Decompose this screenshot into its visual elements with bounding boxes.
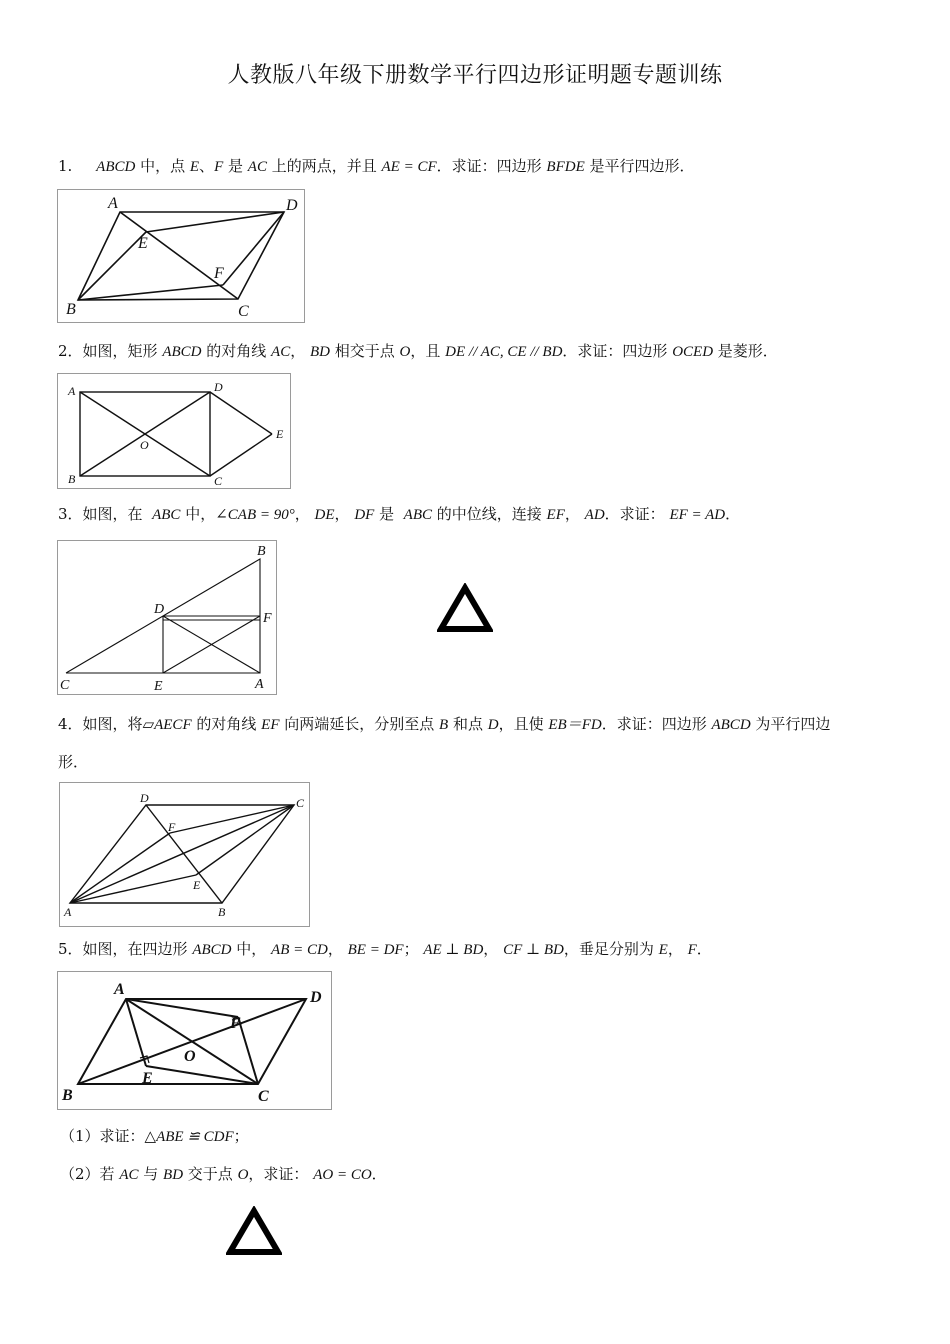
point-label-b: B <box>257 544 266 559</box>
point-label-a: A <box>68 384 76 398</box>
point-label-e: E <box>142 1070 153 1087</box>
question-number: 2． <box>58 342 83 360</box>
point-label-d: D <box>310 989 322 1006</box>
point-label-d: D <box>214 380 223 394</box>
question-number: 1. <box>58 157 73 175</box>
point-label-c: C <box>238 303 249 320</box>
figure-2 <box>57 373 291 489</box>
point-label-b: B <box>218 905 226 919</box>
figure-5 <box>57 971 332 1110</box>
point-label-d: D <box>286 197 298 214</box>
question-number: 4． <box>58 715 83 733</box>
point-label-a: A <box>114 981 125 998</box>
question-5-text: 5．如图，在四边形 ABCD 中， AB = CD， BE = DF； AE ⊥ BD， CF ⊥ BD，垂足分别为 E， F． <box>58 940 712 958</box>
figure-3 <box>57 540 277 695</box>
question-2-text: 2．如图，矩形 ABCD 的对角线 AC， BD 相交于点 O，且 DE // AC, CE // BD．求证：四边形 OCED 是菱形． <box>58 342 778 360</box>
question-4-text-line1: 4．如图，将▱AECF 的对角线 EF 向两端延长，分别至点 B 和点 D，且使 EB＝FD．求证：四边形 ABCD 为平行四边 <box>58 715 831 733</box>
point-label-c: C <box>214 474 223 488</box>
point-label-a: A <box>255 677 264 692</box>
point-label-c: C <box>296 796 305 810</box>
point-label-e: E <box>138 235 148 252</box>
triangle-symbol-icon <box>437 583 493 637</box>
question-number: 3． <box>58 505 83 523</box>
point-label-f: F <box>263 611 272 626</box>
point-label-f: F <box>168 820 176 834</box>
question-5-sub-1: （1）求证：△ABE ≌ CDF； <box>60 1127 249 1145</box>
point-label-f: F <box>214 265 224 282</box>
question-number: 5． <box>58 940 83 958</box>
point-label-d: D <box>140 791 149 805</box>
triangle-symbol-icon <box>226 1206 282 1260</box>
question-3-text: 3．如图，在 ABC 中，∠CAB = 90°， DE， DF 是 ABC 的中位线，连接 EF， AD．求证： EF = AD． <box>58 505 741 523</box>
point-label-e: E <box>276 427 284 441</box>
question-1-text: 1. ABCD 中，点 E、F 是 AC 上的两点，并且 AE = CF．求证：四边形 BFDE 是平行四边形． <box>58 157 695 175</box>
point-label-b: B <box>68 472 76 486</box>
point-label-a: A <box>108 195 118 212</box>
page-title: 人教版八年级下册数学平行四边形证明题专题训练 <box>227 63 723 88</box>
point-label-d: D <box>154 602 165 617</box>
question-5-sub-2: （2）若 AC 与 BD 交于点 O，求证： AO = CO． <box>60 1165 387 1183</box>
figure-1 <box>57 189 305 323</box>
question-4-text-line2: 形． <box>58 753 89 771</box>
point-label-o: O <box>140 438 149 452</box>
point-label-b: B <box>62 1087 73 1104</box>
point-label-f: F <box>230 1015 241 1032</box>
point-label-e: E <box>193 878 201 892</box>
point-label-o: O <box>184 1048 196 1065</box>
point-label-a: A <box>64 905 72 919</box>
point-label-c: C <box>60 678 70 693</box>
point-label-c: C <box>258 1088 269 1105</box>
figure-4 <box>59 782 310 927</box>
point-label-b: B <box>66 301 76 318</box>
point-label-e: E <box>154 679 163 694</box>
